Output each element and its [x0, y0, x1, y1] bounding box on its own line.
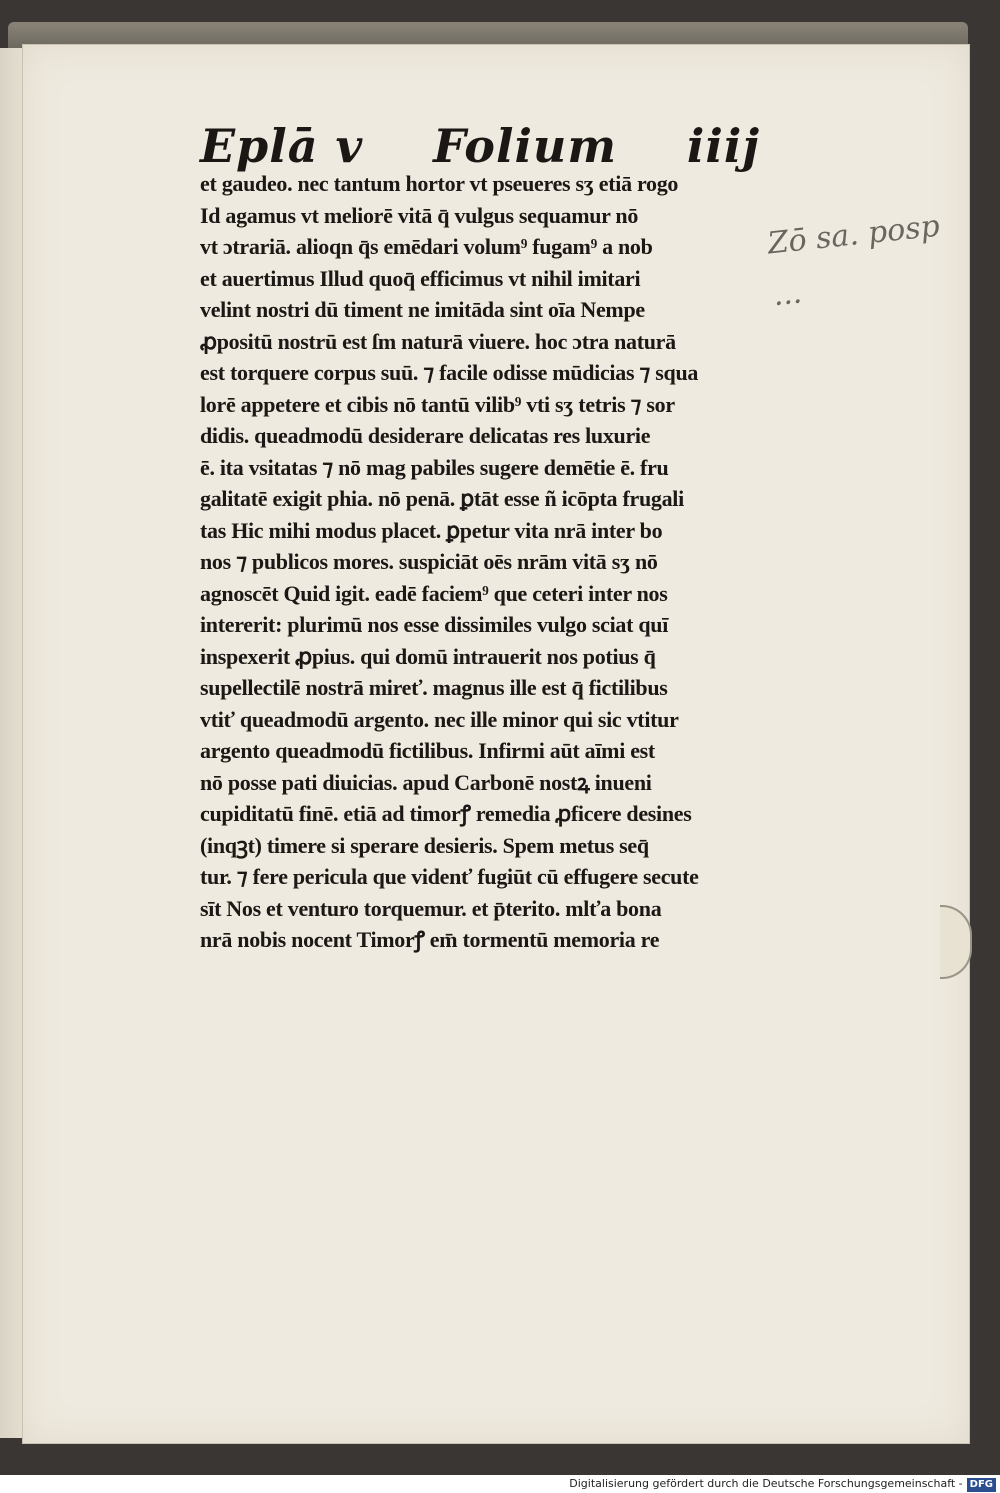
text-line: intererit: plurimū nos esse dissimiles vulgo sciat quī [200, 612, 669, 637]
text-line: et gaudeo. nec tantum hortor vt pseueres sʒ etiā rogo [200, 171, 679, 196]
text-line: vtiť queadmodū argento. nec ille minor qui sic vtitur [200, 706, 679, 732]
text-line: cupiditatū finē. etiā ad timorꝭ remedia ꝓficere desines [200, 801, 692, 826]
dfg-logo-icon: DFG [967, 1478, 996, 1492]
text-line: argento queadmodū fictilibus. Infirmi aūt aīmi est [200, 738, 655, 763]
text-line: (inqꝫt) timere si sperare desieris. Spem metus seq̄ [200, 832, 649, 858]
text-line: inspexerit ꝓpius. qui domū intrauerit nos potius q̄ [200, 643, 656, 669]
text-line: lorē appetere et cibis nō tantū vilib⁹ vti sʒ tetris ⁊ sor [200, 391, 675, 417]
text-line: agnoscēt Quid igit. eadē faciem⁹ que ceteri inter nos [200, 580, 668, 606]
header-epistle: Eplā v [200, 119, 364, 173]
footer-credit: Digitalisierung gefördert durch die Deutsche Forschungsgemeinschaft - [569, 1477, 963, 1490]
text-line: vt ɔtrariā. alioqn q̄s emēdari volum⁹ fugam⁹ a nob [200, 234, 653, 259]
text-line: nos ⁊ publicos mores. suspiciāt oēs nrām vitā sʒ nō [200, 549, 658, 574]
text-line: tur. ⁊ fere pericula que videnť fugiūt cū effugere secute [200, 864, 699, 889]
text-line: nrā nobis nocent Timorꝭ em̄ tormentū memoria re [200, 927, 660, 952]
footer-bar [0, 1475, 1000, 1493]
text-line: ē. ita vsitatas ⁊ nō mag pabiles sugere demētie ē. fru [200, 454, 669, 480]
text-line: Id agamus vt meliorē vitā q̄ vulgus sequamur nō [200, 202, 639, 228]
handwritten-margin-note: Zō sa. posp ... [765, 208, 942, 314]
text-line: sīt Nos et venturo torquemur. et p̄terito. mlťa bona [200, 895, 662, 921]
text-line: didis. queadmodū desiderare delicatas res luxurie [200, 423, 651, 448]
text-line: supellectilē nostrā mireť. magnus ille est q̄ fictilibus [200, 675, 668, 700]
text-line: galitatē exigit phia. nō penā. ꝑtāt esse ñ icōpta frugali [200, 486, 684, 511]
text-line: nō posse pati diuicias. apud Carbonē nostꝝ inueni [200, 769, 652, 795]
text-line: ꝓpositū nostrū est ſm naturā viuere. hoc ɔtra naturā [200, 328, 676, 354]
text-line: est torquere corpus suū. ⁊ facile odisse mūdicias ⁊ squa [200, 360, 699, 385]
header-folium: Folium [433, 119, 618, 173]
text-line: tas Hic mihi modus placet. ꝑpetur vita nrā inter bo [200, 517, 663, 543]
header-folio-number: iiij [686, 119, 760, 173]
text-block [200, 168, 760, 956]
text-line: et auertimus Illud quoq̄ efficimus vt nihil imitari [200, 265, 641, 291]
text-line: velint nostri dū timent ne imitāda sint oīa Nempe [200, 297, 645, 322]
